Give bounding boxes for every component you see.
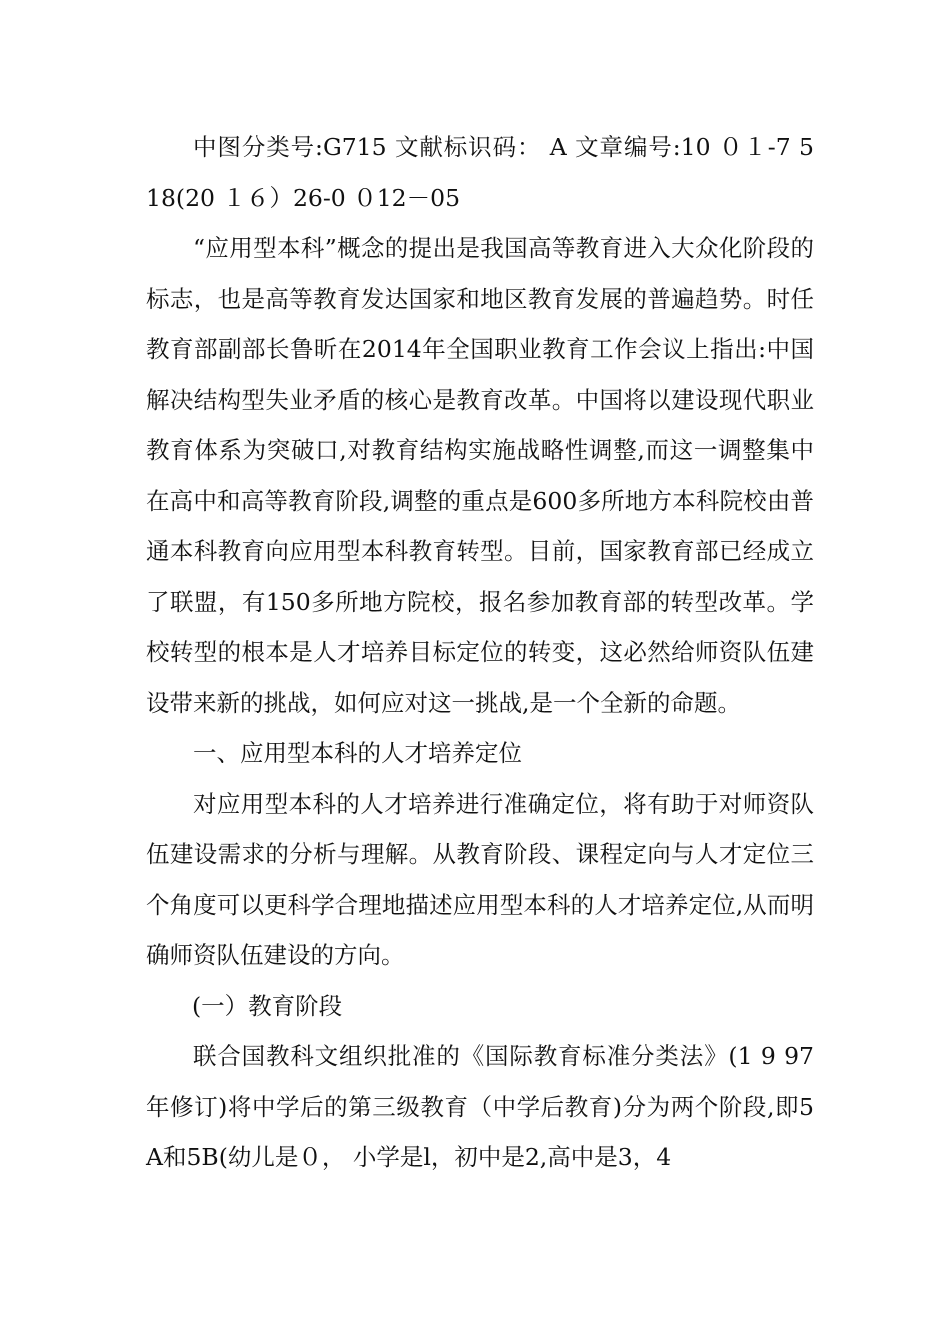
section-heading: 一、应用型本科的人才培养定位 xyxy=(193,739,522,767)
intro-paragraph: “应用型本科”概念的提出是我国高等教育进入大众化阶段的标志，也是高等教育发达国家和地区教育发展的普遍趋势。时任教育部副部长鲁昕在2014年全国职业教育工作会议上指出:中国解决结构型失业矛盾的核心是教育改革。中国将以建设现代职业教育体系为突破口,对教育结构实施战略性调整,而这一调整集中在高中和高等教育阶段,调整的重点是600多所地方本科院校由普通本科教育向应用型本科教育转型。目前，国家教育部已经成立了联盟，有150多所地方院校，报名参加教育部的转型改革。学校转型的根本是人才培养目标定位的转变，这必然给师资队伍建设带来新的挑战，如何应对这一挑战,是一个全新的命题。 xyxy=(146,234,814,717)
document-page xyxy=(146,122,814,1183)
subsection-paragraph: 联合国教科文组织批准的《国际教育标准分类法》(1 9 97年修订)将中学后的第三级教育（中学后教育)分为两个阶段,即5A和5B(幼儿是０， 小学是l，初中是2,高中是3，4 xyxy=(146,1042,814,1171)
classification-line: 中图分类号:G715 文献标识码： A 文章编号:10 ０１-7 5 18(20 １６）26-0 ０12－05 xyxy=(146,133,814,212)
subsection-heading: (一）教育阶段 xyxy=(192,991,343,1020)
section-paragraph: 对应用型本科的人才培养进行准确定位，将有助于对师资队伍建设需求的分析与理解。从教育阶段、课程定向与人才定位三个角度可以更科学合理地描述应用型本科的人才培养定位,从而明确师资队伍建设的方向。 xyxy=(146,789,814,969)
